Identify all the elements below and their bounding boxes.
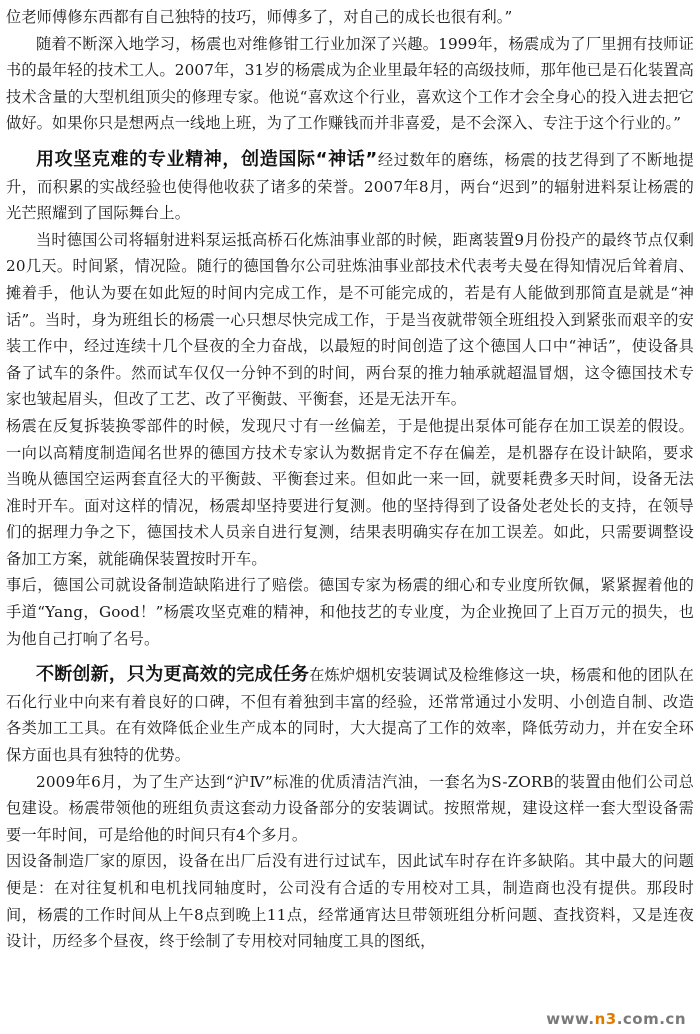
watermark-prefix: www. xyxy=(546,1010,595,1028)
paragraph-innovation-intro: 在炼炉烟机安装调试及检维修这一块，杨震和他的团队在石化行业中向来有着良好的口碑，不但有着独到丰富的经验，还常常通过小发明、小创造自制、改造各类加工工具。在有效降低企业生产成本的同时，大大提高了工作的效率，降低劳动力，并在安全环保方面也具有独特的优势。 xyxy=(6,666,695,765)
section-myth xyxy=(6,147,694,227)
section-heading-myth: 用攻坚克难的专业精神，创造国际“神话” xyxy=(36,148,378,170)
watermark-brand: n3 xyxy=(594,1010,617,1028)
paragraph-error-hypothesis: 杨震在反复拆装换零部件的时候，发现尺寸有一丝偏差，于是他提出泵体可能存在加工误差的假设。一向以高精度制造闻名世界的德国方技术专家认为数据肯定不存在偏差，是机器存在设计缺陷，要求当晚从德国空运两套直径大的平衡鼓、平衡套过来。但如此一来一回，就要耗费多天时间，设备无法准时开车。面对这样的情况，杨震却坚持要进行复测。他的坚持得到了设备处老处长的支持，在领导们的据理力争之下，德国技术人员亲自进行复测，结果表明确实存在加工误差。如此，只需要调整设备加工方案，就能确保装置按时开车。 xyxy=(6,416,694,568)
watermark-suffix: .com.cn xyxy=(616,1010,686,1028)
paragraph-german-pump: 当时德国公司将辐射进料泵运抵高桥石化炼油事业部的时候，距离装置9月份投产的最终节点仅剩20几天。时间紧，情况险。随行的德国鲁尔公司驻炼油事业部技术代表考夫曼在得知情况后耸着肩、摊着手，他认为要在如此短的时间内完成工作，是不可能完成的，若是有人能做到那简直是就是“神话”。当时，身为班组长的杨震一心只想尽快完成工作，于是当夜就带领全班组投入到紧张而艰辛的安装工作中，经过连续十几个昼夜的全力奋战，以最短的时间创造了这个德国人口中“神话”，使设备具备了试车的条件。然而试车仅仅一分钟不到的时间，两台泵的推力轴承就超温冒烟，这令德国技术专家也皱起眉头，但改了工艺、改了平衡鼓、平衡套，还是无法开车。 xyxy=(6,230,694,409)
paragraph-continued: 位老师傅修东西都有自己独特的技巧，师傅多了，对自己的成长也很有利。” xyxy=(6,8,513,26)
paragraph-compensation: 事后，德国公司就设备制造缺陷进行了赔偿。德国专家为杨震的细心和专业度所钦佩，紧紧握着他的手道“Yang，Good！”杨震攻坚克难的精神，和他技艺的专业度，为企业挽回了上百万元的损失，也为他自己打响了名号。 xyxy=(6,576,694,648)
section-heading-innovation: 不断创新，只为更高效的完成任务 xyxy=(36,664,310,686)
section-innovation xyxy=(6,662,694,768)
site-watermark xyxy=(546,1010,686,1028)
paragraph-alignment-tool: 因设备制造厂家的原因，设备在出厂后没有进行过试车，因此试车时存在许多缺陷。其中最大的问题便是：在对往复机和电机找同轴度时，公司没有合适的专用校对工具，制造商也没有提供。那段时间，杨震的工作时间从上午8点到晚上11点，经常通宵达旦带领班组分析问题、查找资料，又是连夜设计，历经多个昼夜，终于绘制了专用校对同轴度工具的图纸， xyxy=(6,852,694,951)
paragraph-interest: 随着不断深入地学习，杨震也对维修钳工行业加深了兴趣。1999年，杨震成为了厂里拥有技师证书的最年轻的技术工人。2007年，31岁的杨震成为企业里最年轻的高级技师，那年他已是石化装置高技术含量的大型机组顶尖的修理专家。他说“喜欢这个行业，喜欢这个工作才会全身心的投入进去把它做好。如果你只是想两点一线地上班，为了工作赚钱而并非喜爱，是不会深入、专注于这个行业的。” xyxy=(6,34,694,133)
paragraph-myth-intro: 经过数年的磨练，杨震的技艺得到了不断地提升，而积累的实战经验也使得他收获了诸多的荣誉。2007年8月，两台“迟到”的辐射进料泵让杨震的光芒照耀到了国际舞台上。 xyxy=(6,150,695,223)
paragraph-szorb: 2009年6月，为了生产达到“沪Ⅳ”标准的优质清洁汽油，一套名为S-ZORB的装置由他们公司总包建设。杨震带领他的班组负责这套动力设备部分的安装调试。按照常规，建设这样一套大型设备需要一年时间，可是给他的时间只有4个多月。 xyxy=(6,772,694,844)
